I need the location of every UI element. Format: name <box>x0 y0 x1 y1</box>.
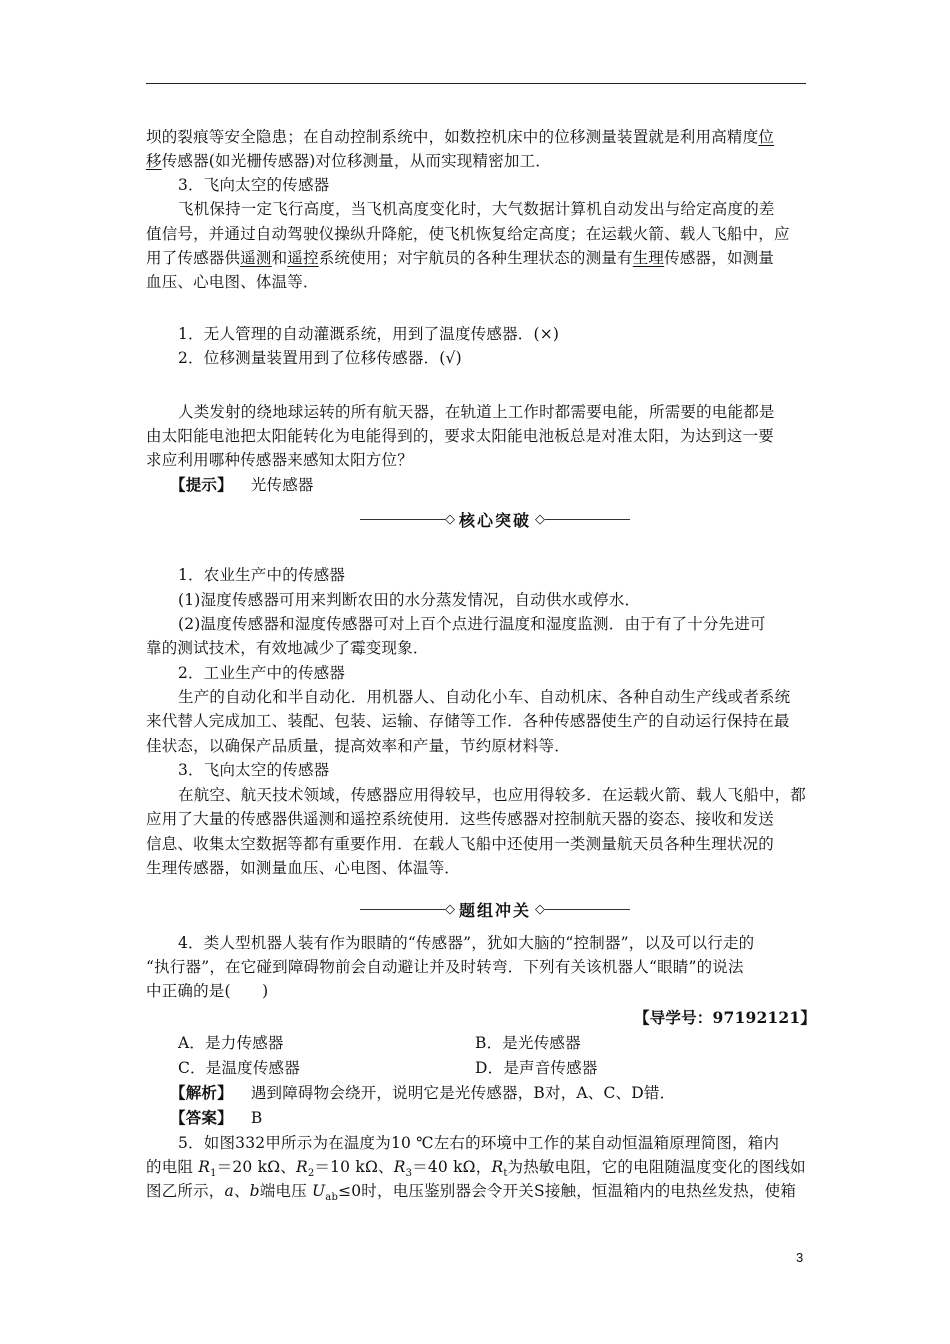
diamond-icon: ◇ <box>445 901 455 917</box>
answer-text: B <box>250 1109 263 1127</box>
paragraph-line: 飞机保持一定飞行高度，当飞机高度变化时，大气数据计算机自动发出与给定高度的差 <box>178 200 775 218</box>
paragraph-line: 移传感器(如光栅传感器)对位移测量，从而实现精密加工． <box>146 152 551 170</box>
paragraph-line: 用了传感器供遥测和遥控系统使用；对宇航员的各种生理状态的测量有生理传感器，如测量 <box>146 249 775 267</box>
question-line: 求应利用哪种传感器来感知太阳方位？ <box>146 451 413 469</box>
question-line: 人类发射的绕地球运转的所有航天器，在轨道上工作时都需要电能，所需要的电能都是 <box>178 403 775 421</box>
answer <box>170 1108 262 1128</box>
subheading: 3．飞向太空的传感器 <box>178 761 330 779</box>
paragraph-line: 值信号，并通过自动驾驶仪操纵升降舵，使飞机恢复给定高度；在运载火箭、载人飞船中，应 <box>146 225 790 243</box>
paragraph-line: 应用了大量的传感器供遥测和遥控系统使用．这些传感器对控制航天器的姿态、接收和发送 <box>146 810 775 828</box>
page-number: 3 <box>796 1250 804 1265</box>
hint <box>170 475 314 495</box>
paragraph-line: 生理传感器，如测量血压、心电图、体温等． <box>146 859 461 877</box>
analysis-text: 遇到障碍物会绕开，说明它是光传感器，B对，A、C、D错． <box>250 1084 676 1102</box>
diamond-icon: ◇ <box>535 511 546 527</box>
paragraph-line: 坝的裂痕等安全隐患；在自动控制系统中，如数控机床中的位移测量装置就是利用高精度位 <box>146 128 775 146</box>
subheading: 3．飞向太空的传感器 <box>178 176 330 194</box>
paragraph-line: 生产的自动化和半自动化．用机器人、自动化小车、自动机床、各种自动生产线或者系统 <box>178 688 791 706</box>
judgement-item: 2．位移测量装置用到了位移传感器．(√) <box>178 349 462 367</box>
paragraph-line: 靠的测试技术，有效地减少了霉变现象． <box>146 639 429 657</box>
question-line: 的电阻 $R_1=20$ kΩ、$R_2=10$ kΩ、$R_3=40$ kΩ，$R_t$为热敏电阻，它的电阻随温度变化的图线如 <box>146 1158 806 1180</box>
subheading: 1．农业生产中的传感器 <box>178 566 346 584</box>
subheading: 2．工业生产中的传感器 <box>178 664 346 682</box>
diamond-icon: ◇ <box>535 901 546 917</box>
option-a: A．是力传感器 <box>178 1034 284 1052</box>
paragraph-line: 血压、心电图、体温等． <box>146 273 319 291</box>
question-line: “执行器”，在它碰到障碍物前会自动避让并及时转弯．下列有关该机器人“眼睛”的说法 <box>146 958 744 976</box>
question-line: 图乙所示，a、b端电压 $U_{ab}\le 0$时，电压鉴别器会令开关S接触，恒温箱内的电热丝发热，使箱 <box>146 1182 797 1204</box>
paragraph-line: (2)温度传感器和湿度传感器可对上百个点进行温度和湿度监测．由于有了十分先进可 <box>178 615 766 633</box>
header-rule <box>146 83 806 84</box>
hint-label: 【提示】 <box>170 475 233 494</box>
paragraph-line: 信息、收集太空数据等都有重要作用．在载人飞船中还使用一类测量航天员各种生理状况的 <box>146 835 775 853</box>
section-header-core: ◇ 核心突破 ◇ <box>360 508 630 530</box>
option-c: C．是温度传感器 <box>178 1059 300 1077</box>
hint-text: 光传感器 <box>250 476 314 494</box>
guide-number: 【导学号：97192121】 <box>634 1008 817 1027</box>
question-line: 5．如图332甲所示为在温度为10 ℃左右的环境中工作的某自动恒温箱原理简图，箱内 <box>178 1134 780 1152</box>
question-line: 由太阳能电池把太阳能转化为电能得到的，要求太阳能电池板总是对准太阳，为达到这一要 <box>146 427 775 445</box>
paragraph-line: (1)湿度传感器可用来判断农田的水分蒸发情况，自动供水或停水． <box>178 591 641 609</box>
diamond-icon: ◇ <box>445 511 455 527</box>
question-line: 4．类人型机器人装有作为眼睛的“传感器”，犹如大脑的“控制器”，以及可以行走的 <box>178 934 755 952</box>
analysis-label: 【解析】 <box>170 1083 233 1102</box>
option-b: B．是光传感器 <box>475 1034 581 1052</box>
option-d: D．是声音传感器 <box>475 1059 598 1077</box>
paragraph-line: 来代替人完成加工、装配、包装、运输、存储等工作．各种传感器使生产的自动运行保持在最 <box>146 712 790 730</box>
judgement-item: 1．无人管理的自动灌溉系统，用到了温度传感器．(×) <box>178 325 560 343</box>
answer-label: 【答案】 <box>170 1108 233 1127</box>
paragraph-line: 佳状态，以确保产品质量，提高效率和产量，节约原材料等． <box>146 737 570 755</box>
question-line: 中正确的是( ) <box>146 982 269 1000</box>
analysis <box>170 1083 675 1103</box>
paragraph-line: 在航空、航天技术领域，传感器应用得较早，也应用得较多．在运载火箭、载人飞船中，都 <box>178 786 807 804</box>
section-header-practice: ◇ 题组冲关 ◇ <box>360 898 630 920</box>
